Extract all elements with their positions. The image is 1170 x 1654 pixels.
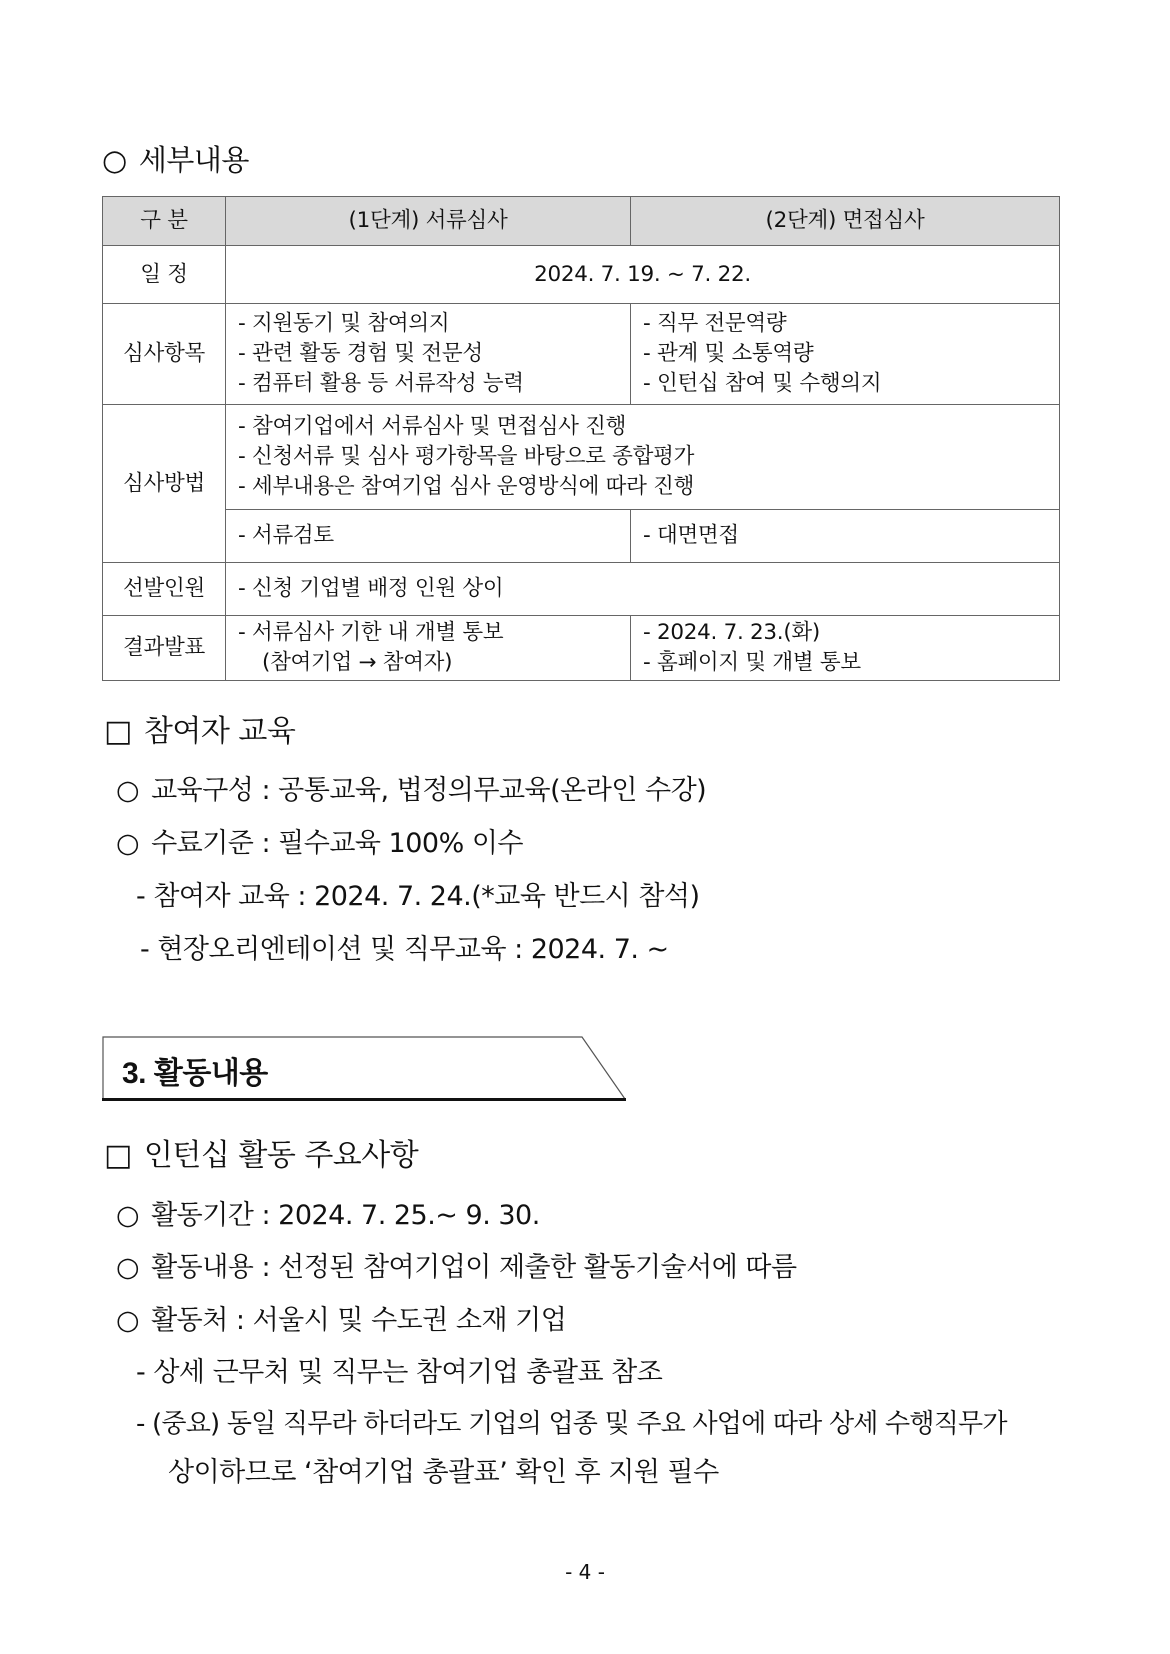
header-category: 구 분	[103, 197, 226, 246]
schedule-label: 일 정	[103, 246, 226, 304]
education-item-text: 수료기준 : 필수교육 100% 이수	[151, 828, 523, 859]
internship-item	[116, 1245, 797, 1284]
circle-bullet-icon: ○	[102, 143, 127, 177]
internship-item	[116, 1298, 566, 1337]
list-item: - 신청서류 및 심사 평가항목을 바탕으로 종합평가	[238, 444, 695, 469]
list-item: - 2024. 7. 23.(화)	[643, 620, 820, 645]
education-item	[116, 768, 706, 807]
result-stage2	[631, 616, 1060, 681]
list-item: - 지원동기 및 참여의지	[238, 311, 450, 336]
table-header-row	[103, 197, 1060, 246]
education-item	[116, 821, 523, 860]
list-item: - 관계 및 소통역량	[643, 341, 814, 366]
section3-title: 3. 활동내용	[122, 1057, 268, 1090]
section3-heading-box	[102, 1036, 626, 1102]
internship-item	[116, 1193, 540, 1232]
page-number: - 4 -	[565, 1560, 605, 1584]
square-bullet-icon: □	[104, 1138, 132, 1173]
circle-bullet-icon: ○	[116, 1252, 140, 1283]
list-item: - 홈페이지 및 개별 통보	[643, 650, 861, 675]
circle-bullet-icon: ○	[116, 828, 140, 859]
schedule-value: 2024. 7. 19. ~ 7. 22.	[226, 246, 1060, 304]
selection-label: 선발인원	[103, 563, 226, 616]
table-row-method	[103, 405, 1060, 510]
list-item: - 컴퓨터 활용 등 서류작성 능력	[238, 371, 524, 396]
table-row-selection	[103, 563, 1060, 616]
education-heading-text: 참여자 교육	[143, 714, 296, 749]
list-item: - 세부내용은 참여기업 심사 운영방식에 따라 진행	[238, 474, 695, 499]
table-row-method-split	[103, 510, 1060, 563]
internship-subitem-continued: 상이하므로 ‘참여기업 총괄표’ 확인 후 지원 필수	[168, 1457, 719, 1488]
education-item-text: 교육구성 : 공통교육, 법정의무교육(온라인 수강)	[151, 775, 707, 806]
items-stage2	[631, 304, 1060, 405]
method-common	[226, 405, 1060, 510]
internship-subitem: - (중요) 동일 직무라 하더라도 기업의 업종 및 주요 사업에 따라 상세 수행직무가	[136, 1409, 1007, 1439]
selection-value: - 신청 기업별 배정 인원 상이	[226, 563, 1060, 616]
detail-heading	[102, 138, 249, 179]
header-stage1: (1단계) 서류심사	[226, 197, 631, 246]
list-item: - 관련 활동 경험 및 전문성	[238, 341, 483, 366]
internship-item-text: 활동처 : 서울시 및 수도권 소재 기업	[151, 1305, 567, 1336]
items-stage1	[226, 304, 631, 405]
header-stage2: (2단계) 면접심사	[631, 197, 1060, 246]
circle-bullet-icon: ○	[116, 1305, 140, 1336]
table-row-items	[103, 304, 1060, 405]
internship-heading-text: 인턴십 활동 주요사항	[143, 1138, 419, 1173]
list-item: - 서류심사 기한 내 개별 통보	[238, 620, 504, 645]
list-item: - 직무 전문역량	[643, 311, 787, 336]
list-item: (참여기업 → 참여자)	[262, 650, 453, 675]
items-label: 심사항목	[103, 304, 226, 405]
table-row-schedule	[103, 246, 1060, 304]
education-subitem: - 참여자 교육 : 2024. 7. 24.(*교육 반드시 참석)	[136, 881, 700, 912]
list-item: - 참여기업에서 서류심사 및 면접심사 진행	[238, 414, 627, 439]
method-label: 심사방법	[103, 405, 226, 563]
education-heading	[104, 706, 295, 750]
circle-bullet-icon: ○	[116, 775, 140, 806]
result-label: 결과발표	[103, 616, 226, 681]
table-row-result	[103, 616, 1060, 681]
internship-heading	[104, 1130, 418, 1174]
result-stage1	[226, 616, 631, 681]
screening-table	[102, 196, 1060, 681]
method-stage2: - 대면면접	[631, 510, 1060, 563]
method-stage1: - 서류검토	[226, 510, 631, 563]
detail-heading-text: 세부내용	[138, 143, 249, 177]
internship-item-text: 활동내용 : 선정된 참여기업이 제출한 활동기술서에 따름	[151, 1252, 797, 1283]
list-item: - 인턴십 참여 및 수행의지	[643, 371, 882, 396]
education-subitem: - 현장오리엔테이션 및 직무교육 : 2024. 7. ~	[140, 934, 669, 965]
internship-item-text: 활동기간 : 2024. 7. 25.~ 9. 30.	[151, 1200, 540, 1231]
internship-subitem: - 상세 근무처 및 직무는 참여기업 총괄표 참조	[136, 1357, 663, 1388]
square-bullet-icon: □	[104, 714, 132, 749]
circle-bullet-icon: ○	[116, 1200, 140, 1231]
